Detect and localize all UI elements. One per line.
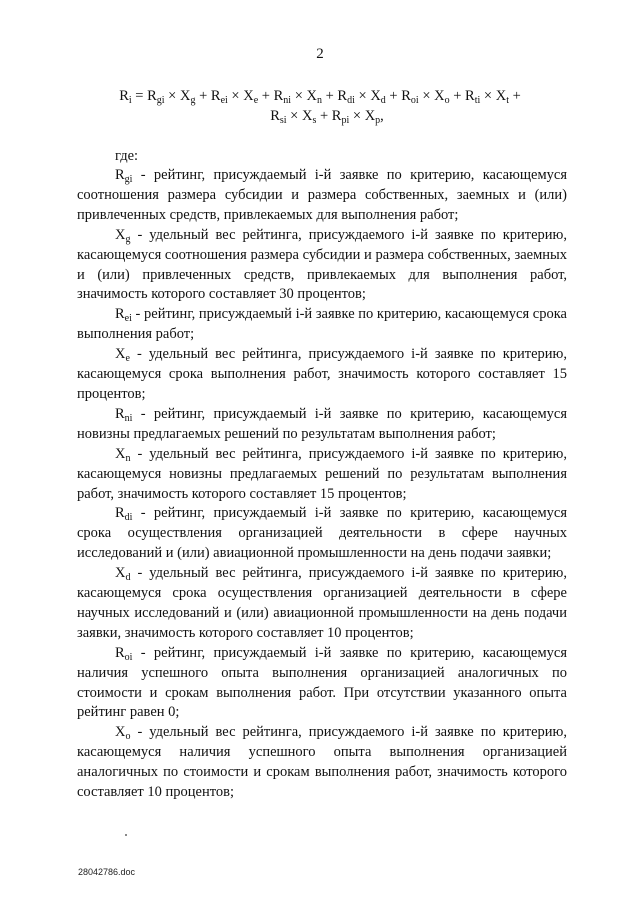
definition-symbol: X xyxy=(115,724,126,741)
definition-subscript: g xyxy=(125,233,131,245)
formula-term xyxy=(480,88,509,104)
definition-symbol: X xyxy=(115,565,126,582)
definition-subscript: e xyxy=(125,353,130,365)
definition-symbol: X xyxy=(115,346,126,363)
formula-symbol: X xyxy=(179,88,191,104)
where-label: где: xyxy=(115,148,139,164)
formula-operator: + xyxy=(385,88,402,104)
formula-terms-line-2 xyxy=(270,108,380,124)
definition-subscript: gi xyxy=(124,174,133,185)
formula-operator: + xyxy=(321,88,338,104)
formula-symbol: X xyxy=(495,88,507,104)
definition-paragraph xyxy=(77,644,567,724)
formula-term xyxy=(287,108,317,124)
formula-line-1 xyxy=(0,88,640,105)
formula-term xyxy=(349,108,380,124)
formula-subscript: n xyxy=(316,95,322,106)
definition-subscript: oi xyxy=(124,651,133,663)
footer-dot xyxy=(125,834,127,836)
formula-symbol: R xyxy=(331,108,342,124)
definition-symbol: R xyxy=(115,306,125,323)
formula-symbol: R xyxy=(465,88,475,104)
formula-symbol: R xyxy=(337,88,348,104)
definition-paragraph xyxy=(77,445,567,505)
definition-paragraph xyxy=(77,504,567,564)
formula-subscript: t xyxy=(506,95,509,106)
definition-symbol: R xyxy=(115,505,125,522)
definition-text: - удельный вес рейтинга, присуждаемого i-й заявке по критерию, касающемуся срока выполнения работ, значимость которого составляет 15 процентов; xyxy=(77,346,567,402)
definition-symbol: R xyxy=(115,644,125,661)
formula-symbol: R xyxy=(147,88,157,104)
definition-paragraph xyxy=(77,564,567,644)
formula-subscript: d xyxy=(380,95,386,106)
formula-term xyxy=(386,88,419,104)
formula-term xyxy=(316,108,349,124)
formula-operator: + xyxy=(258,88,274,104)
definitions-list xyxy=(77,166,567,803)
formula-subscript: oi xyxy=(410,95,419,106)
definition-paragraph xyxy=(77,723,567,803)
definition-paragraph xyxy=(77,166,567,226)
formula-subscript: ti xyxy=(474,95,481,106)
formula-symbol: R xyxy=(273,88,284,104)
formula-operator: + xyxy=(195,88,211,104)
formula-terms-line-1 xyxy=(132,88,509,104)
formula-subscript: di xyxy=(347,95,355,106)
definition-subscript: n xyxy=(125,452,131,464)
formula-operator: + xyxy=(316,108,332,124)
formula-result: $R_i$ xyxy=(119,88,132,106)
formula-operator: × xyxy=(286,108,302,124)
formula-term xyxy=(322,88,355,104)
formula-subscript: ni xyxy=(283,95,292,106)
definition-subscript: ei xyxy=(124,313,132,325)
definition-paragraph xyxy=(77,226,567,306)
definition-text: - удельный вес рейтинга, присуждаемого i-й заявке по критерию, касающемуся новизны предлагаемых решений по результатам выполнения работ, значимость которого составляет 15 процентов; xyxy=(77,445,567,502)
formula-subscript: s xyxy=(312,115,317,126)
formula-symbol: X xyxy=(364,108,376,124)
formula-line-2-end: , xyxy=(380,108,384,124)
formula-subscript: gi xyxy=(156,95,165,106)
definition-text: - удельный вес рейтинга, присуждаемого i-й заявке по критерию, касающемуся срока осуществления организацией деятельности в сфере научных исследований и (или) авиационной промышленности на день подачи заявки, значимость которого составляет 10 процентов; xyxy=(77,565,567,641)
formula-operator: × xyxy=(418,88,435,104)
definition-text: - рейтинг, присуждаемый i-й заявке по критерию, касающемуся срока осуществления организацией деятельности в сфере научных исследований и (или) авиационной промышленности на день подачи заявки; xyxy=(77,505,567,562)
formula-operator: × xyxy=(291,88,307,104)
formula-subscript: g xyxy=(190,95,196,106)
formula-symbol: R xyxy=(210,88,221,104)
formula-subscript: pi xyxy=(341,115,350,126)
formula-symbol: X xyxy=(301,108,313,124)
formula-symbol: X xyxy=(434,88,445,104)
formula-operator: = xyxy=(131,88,148,104)
formula-subscript: o xyxy=(444,95,450,106)
definition-symbol: X xyxy=(115,445,126,462)
definition-text: - удельный вес рейтинга, присуждаемого i-й заявке по критерию, касающемуся наличия успешного опыта выполнения организацией аналогичных по стоимости и срокам выполнения работ, значимость которого составляет 10 процентов; xyxy=(77,724,567,801)
definition-text: - удельный вес рейтинга, присуждаемого i-й заявке по критерию, касающемуся соотношения размера субсидии и размера собственных, заемных и (или) привлеченных средств, привлекаемых для выполнения работ, значимость которого составляет 30 процентов; xyxy=(77,226,567,303)
definition-subscript: ni xyxy=(124,412,133,424)
formula-term xyxy=(419,88,450,104)
formula-symbol: X xyxy=(306,88,317,104)
definition-text: - рейтинг, присуждаемый i-й заявке по критерию, касающемуся срока выполнения работ; xyxy=(77,306,567,343)
definition-subscript: d xyxy=(125,572,131,584)
formula-operator: × xyxy=(349,108,365,124)
formula-line-2 xyxy=(0,108,640,125)
footer-filename: 28042786.doc xyxy=(78,867,136,877)
formula-term xyxy=(165,88,196,104)
formula-term xyxy=(228,88,258,104)
formula-term xyxy=(355,88,386,104)
definition-paragraph xyxy=(77,405,567,445)
definition-subscript: o xyxy=(125,731,131,743)
formula-subscript: ei xyxy=(220,95,228,106)
formula-line-1-end: + xyxy=(508,88,521,104)
formula-operator: × xyxy=(480,88,496,104)
formula-subscript: e xyxy=(253,95,259,106)
formula-term xyxy=(195,88,227,104)
formula-subscript: p xyxy=(375,115,381,126)
formula-subscript: si xyxy=(279,115,287,126)
formula-operator: × xyxy=(354,88,371,104)
formula-term xyxy=(258,88,291,104)
formula-operator: × xyxy=(164,88,180,104)
formula-symbol: X xyxy=(243,88,254,104)
definition-symbol: R xyxy=(115,167,125,183)
definition-text: - рейтинг, присуждаемый i-й заявке по критерию, касающемуся соотношения размера субсидии и размера собственных, заемных и (или) привлеченных средств, привлекаемых для выполнения работ; xyxy=(77,167,567,223)
definition-subscript: di xyxy=(124,512,133,524)
page-number: 2 xyxy=(316,46,324,62)
formula-symbol: X xyxy=(370,88,381,104)
definition-symbol: R xyxy=(115,405,125,422)
definition-text: - рейтинг, присуждаемый i-й заявке по критерию, касающемуся новизны предлагаемых решений по результатам выполнения работ; xyxy=(77,405,567,442)
formula-term xyxy=(270,108,286,124)
definition-paragraph xyxy=(77,305,567,345)
definition-symbol: X xyxy=(115,226,126,243)
formula-term xyxy=(291,88,322,104)
formula-operator: + xyxy=(449,88,466,104)
formula-term xyxy=(450,88,481,104)
definition-text: - рейтинг, присуждаемый i-й заявке по критерию, касающемуся наличия успешного опыта выполнения организацией аналогичных по стоимости и срокам выполнения работ. При отсутствии указанного опыта рейтинг равен 0; xyxy=(77,644,567,721)
formula-term xyxy=(132,88,165,104)
formula-symbol: R xyxy=(401,88,411,104)
formula-symbol: R xyxy=(270,108,280,124)
definition-paragraph xyxy=(77,345,567,405)
formula-operator: × xyxy=(227,88,244,104)
